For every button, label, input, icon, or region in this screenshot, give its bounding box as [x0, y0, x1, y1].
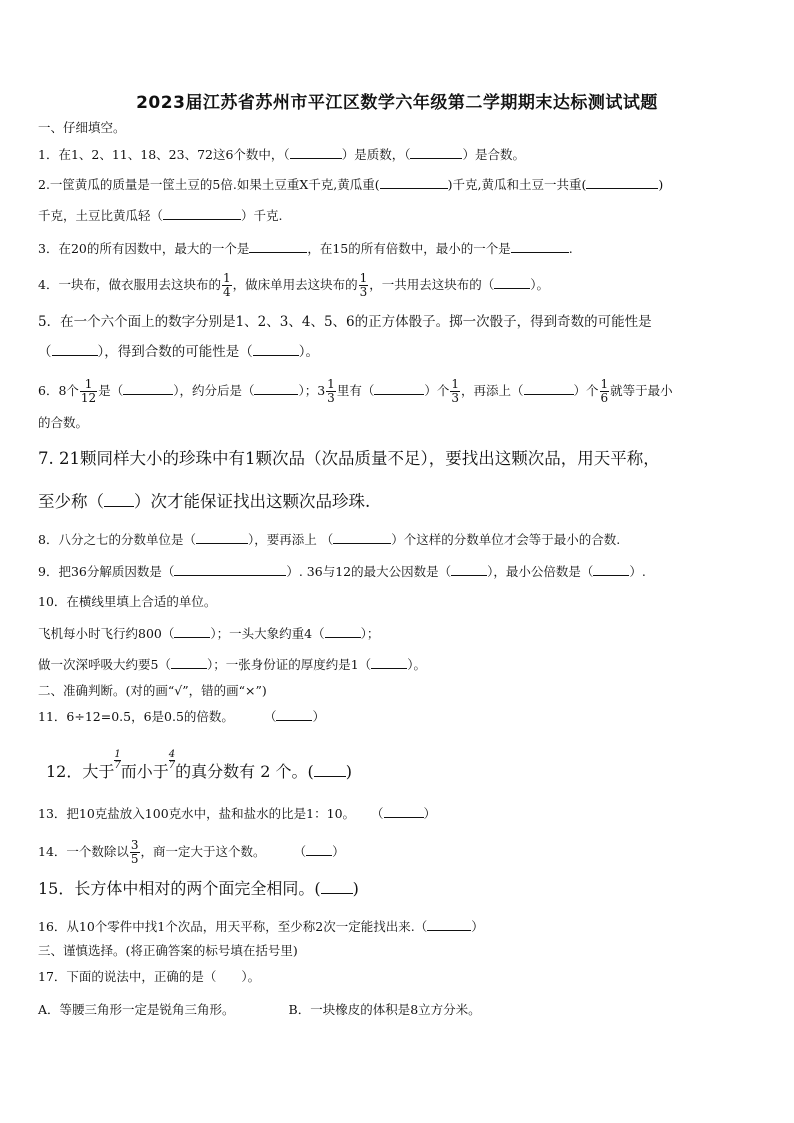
answer-blank[interactable]: [427, 917, 471, 931]
answer-blank[interactable]: [249, 239, 307, 253]
question-14: 14．一个数除以 $\frac{3}{5}$ ，商一定大于这个数。 （ ）: [38, 838, 345, 866]
section-heading-3: 三、谨慎选择。(将正确答案的标号填在括号里): [38, 943, 298, 958]
question-5-cont: （ ），得到合数的可能性是（ ）。: [38, 344, 319, 360]
answer-blank[interactable]: [306, 842, 332, 856]
question-17: 17．下面的说法中，正确的是（ ）。: [38, 969, 261, 984]
answer-blank[interactable]: [586, 175, 658, 189]
fraction: $\frac{1}{12}$: [80, 377, 97, 405]
question-6-cont: 的合数。: [38, 415, 89, 430]
answer-blank[interactable]: [254, 381, 298, 395]
fraction: $\frac{1}{7}$: [114, 749, 121, 771]
answer-blank[interactable]: [371, 655, 407, 669]
answer-blank[interactable]: [174, 624, 210, 638]
answer-blank[interactable]: [276, 707, 312, 721]
fraction: $\frac{3}{5}$: [130, 838, 139, 866]
answer-blank[interactable]: [524, 381, 574, 395]
fraction: $\frac{1}{6}$: [600, 377, 609, 405]
answer-blank[interactable]: [374, 381, 424, 395]
answer-blank[interactable]: [321, 880, 353, 894]
question-13: 13．把10克盐放入100克水中，盐和盐水的比是1：10。 （ ）: [38, 806, 437, 821]
question-6: 6．8个 $\frac{1}{12}$ 是（ ），约分后是（ ）；3 $\frac{1}{3}$ 里有（ ）个 $\frac{1}{3}$ ，再添上（ ）个 $\frac{1}{6}$ 就等于最小: [38, 377, 673, 405]
answer-blank[interactable]: [196, 530, 248, 544]
question-2-cont: 千克，土豆比黄瓜轻（ ）千克.: [38, 208, 283, 223]
answer-blank[interactable]: [384, 804, 424, 818]
fraction: $\frac{1}{4}$: [222, 271, 231, 299]
question-15: 15．长方体中相对的两个面完全相同。( ): [38, 879, 359, 898]
question-8: 8．八分之七的分数单位是（ ），要再添上 （ ）个这样的分数单位才会等于最小的合数.: [38, 532, 621, 547]
page-title: 2023届江苏省苏州市平江区数学六年级第二学期期末达标测试试题: [136, 93, 658, 113]
answer-blank[interactable]: [171, 655, 207, 669]
answer-blank[interactable]: [593, 562, 629, 576]
answer-blank[interactable]: [325, 624, 361, 638]
answer-blank[interactable]: [410, 145, 462, 159]
question-10-row-2: 做一次深呼吸大约要5（ ）；一张身份证的厚度约是1（ ）。: [38, 657, 426, 672]
answer-blank[interactable]: [52, 342, 98, 356]
fraction: $\frac{1}{3}$: [327, 377, 335, 405]
answer-blank[interactable]: [314, 763, 346, 777]
answer-blank[interactable]: [123, 381, 173, 395]
answer-blank[interactable]: [451, 562, 487, 576]
question-2: 2.一筐黄瓜的质量是一筐土豆的5倍.如果土豆重X千克,黄瓜重( )千克,黄瓜和土豆一共重( ): [38, 177, 664, 192]
question-1: 1．在1、2、11、18、23、72这6个数中，（ ）是质数，（ ）是合数。: [38, 147, 525, 162]
section-heading-1: 一、仔细填空。: [38, 120, 126, 135]
question-17-options: [38, 1001, 756, 1019]
question-3: 3．在20的所有因数中，最大的一个是 ，在15的所有倍数中，最小的一个是 .: [38, 241, 573, 256]
fraction: $\frac{1}{3}$: [451, 377, 459, 405]
answer-blank[interactable]: [380, 175, 448, 189]
question-10: 10．在横线里填上合适的单位。: [38, 594, 217, 609]
answer-blank[interactable]: [333, 530, 391, 544]
question-12: 12．大于 $\frac{1}{7}$ 而小于 $\frac{4}{7}$ 的真分数有 2 个。( ): [46, 749, 352, 781]
fraction: $\frac{1}{3}$: [359, 271, 368, 299]
question-11: 11．6÷12=0.5，6是0.5的倍数。 （ ）: [38, 709, 325, 724]
answer-blank[interactable]: [253, 342, 299, 356]
answer-blank[interactable]: [104, 493, 134, 507]
section-heading-2: 二、准确判断。(对的画“√”，错的画“×”): [38, 683, 267, 698]
question-10-row-1: 飞机每小时飞行约800（ ）；一头大象约重4（ ）；: [38, 626, 380, 641]
question-5: 5．在一个六个面上的数字分别是1、2、3、4、5、6的正方体骰子。掷一次骰子，得到奇数的可能性是: [38, 314, 652, 330]
option-b[interactable]: B．一块橡皮的体积是8立方分米。: [288, 1002, 481, 1017]
answer-blank[interactable]: [494, 275, 530, 289]
answer-blank[interactable]: [511, 239, 569, 253]
question-4: 4．一块布，做衣服用去这块布的 $\frac{1}{4}$ ，做床单用去这块布的 $\frac{1}{3}$ ，一共用去这块布的（ ）。: [38, 271, 550, 299]
answer-blank[interactable]: [174, 562, 286, 576]
answer-blank[interactable]: [290, 145, 342, 159]
question-9: 9．把36分解质因数是（ ）. 36与12的最大公因数是（ ），最小公倍数是（ ）.: [38, 564, 646, 579]
question-16: 16．从10个零件中找1个次品，用天平称，至少称2次一定能找出来.（ ）: [38, 919, 484, 934]
answer-blank[interactable]: [163, 206, 241, 220]
question-7: 7. 21颗同样大小的珍珠中有1颗次品（次品质量不足），要找出这颗次品，用天平称，: [38, 449, 660, 468]
option-a[interactable]: A．等腰三角形一定是锐角三角形。: [38, 1002, 235, 1017]
question-7-cont: 至少称（ ）次才能保证找出这颗次品珍珠.: [38, 492, 371, 511]
fraction: $\frac{4}{7}$: [168, 749, 176, 771]
